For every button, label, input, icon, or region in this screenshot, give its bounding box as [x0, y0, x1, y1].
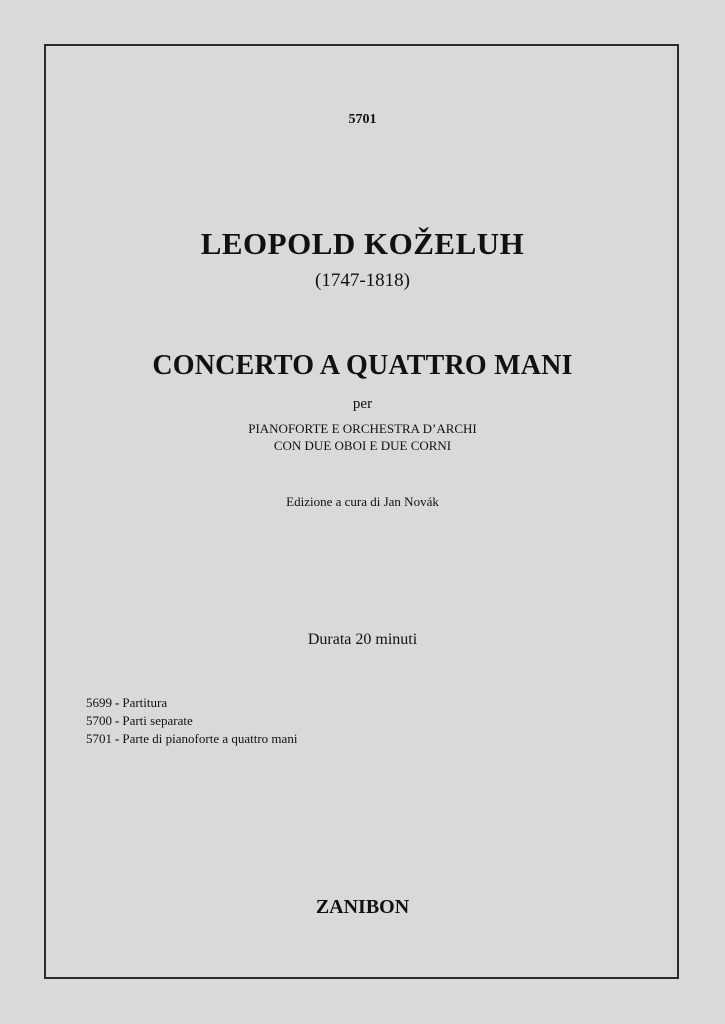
editor-credit: Edizione a cura di Jan Novák — [286, 494, 439, 509]
edition-description: Parte di pianoforte a quattro mani — [122, 731, 298, 746]
edition-separator: - — [115, 731, 120, 746]
edition-item — [86, 712, 297, 730]
edition-description: Parti separate — [122, 713, 193, 728]
catalog-number: 5701 — [348, 112, 377, 127]
composer-dates: (1747-1818) — [315, 270, 410, 291]
publisher-name: ZANIBON — [315, 896, 410, 918]
edition-separator: - — [115, 713, 120, 728]
edition-number: 5701 — [86, 731, 112, 746]
composer-name: LEOPOLD KOŽELUH — [200, 226, 525, 261]
work-title: CONCERTO A QUATTRO MANI — [152, 350, 573, 381]
edition-item — [86, 694, 297, 712]
instrumentation-line-1: PIANOFORTE E ORCHESTRA D’ARCHI — [248, 421, 477, 436]
duration: Durata 20 minuti — [307, 631, 418, 648]
work-per: per — [352, 396, 373, 412]
editions-list — [86, 694, 297, 748]
instrumentation-line-2: CON DUE OBOI E DUE CORNI — [273, 438, 452, 453]
edition-separator: - — [115, 695, 120, 710]
edition-number: 5699 — [86, 695, 112, 710]
edition-item — [86, 730, 297, 748]
page-border — [44, 44, 679, 979]
edition-description: Partitura — [122, 695, 168, 710]
edition-number: 5700 — [86, 713, 112, 728]
